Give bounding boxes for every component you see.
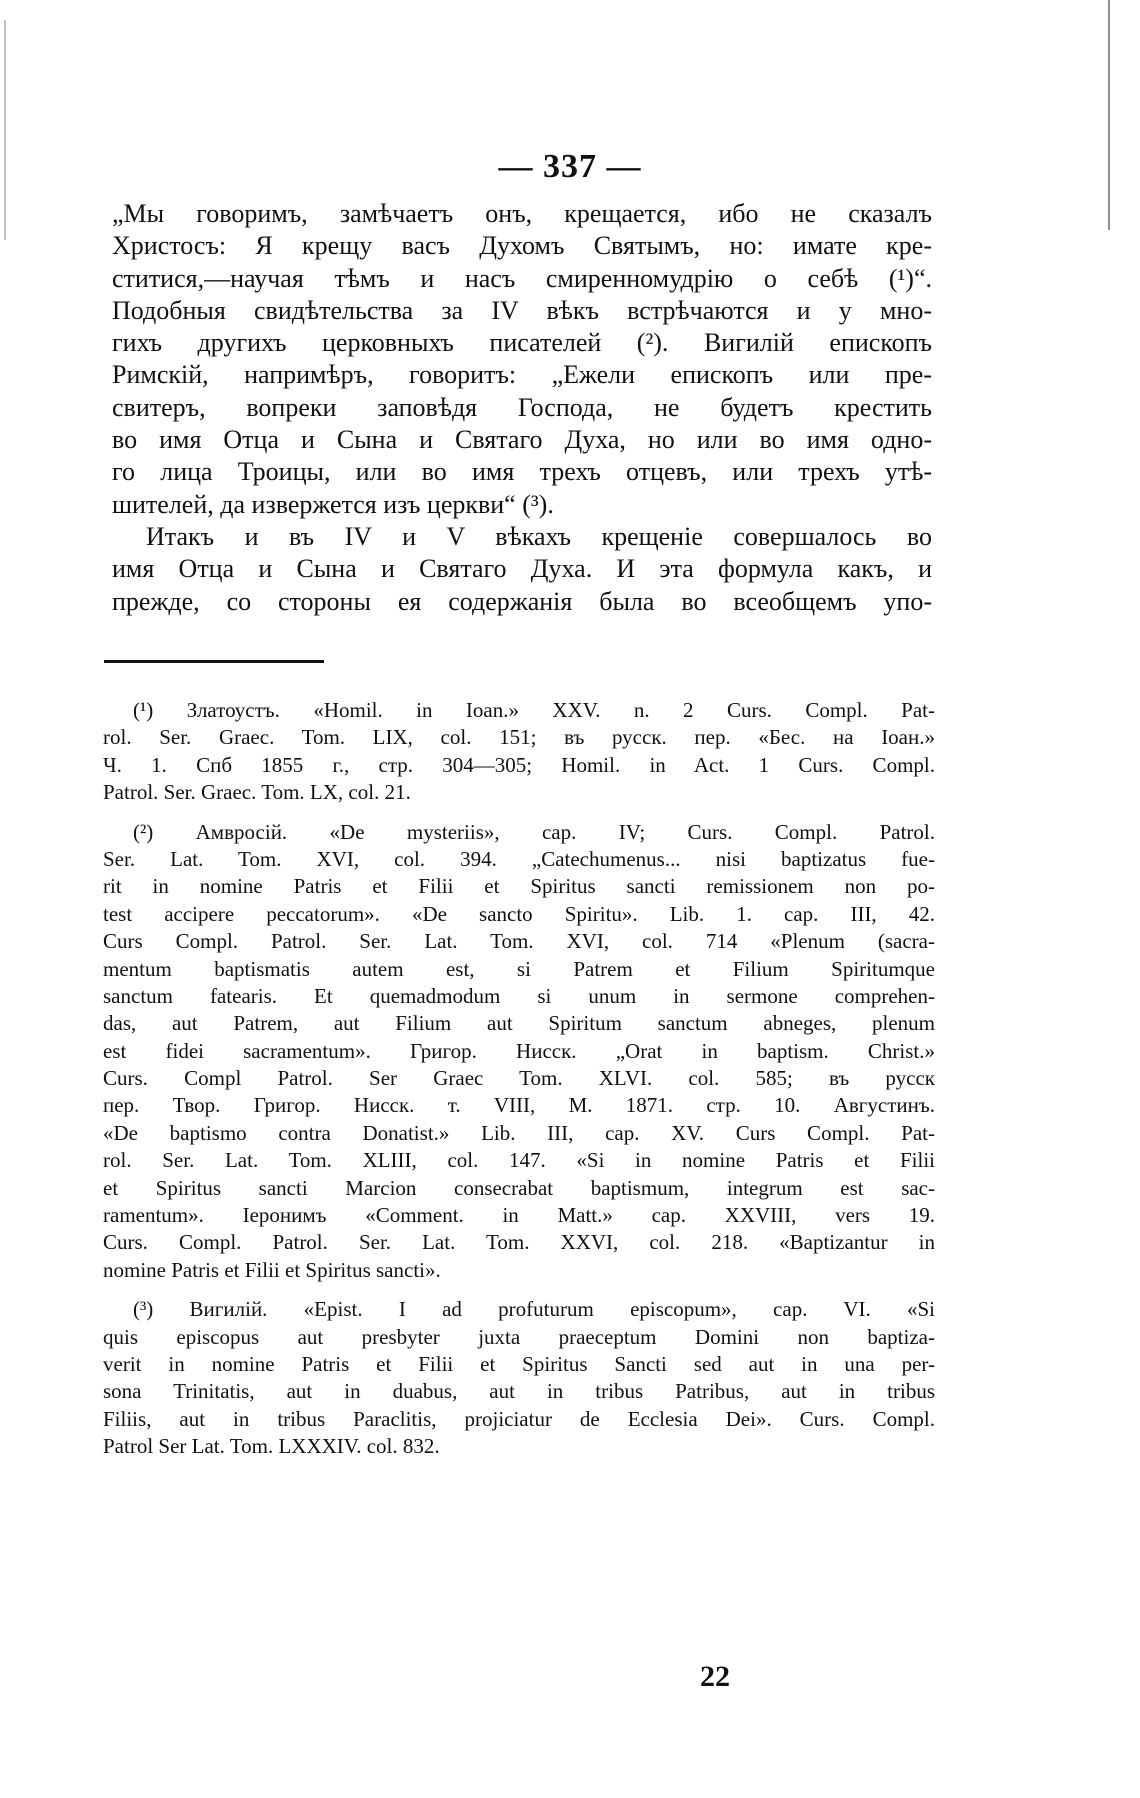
body-line: Римскій, напримѣръ, говоритъ: „Ежели епископъ или пре- bbox=[112, 360, 932, 390]
main-text bbox=[112, 198, 932, 618]
footnote-line: quis episcopus aut presbyter juxta praeceptum Domini non baptiza- bbox=[103, 1324, 935, 1349]
footnote-line: sona Trinitatis, aut in duabus, aut in tribus Patribus, aut in tribus bbox=[103, 1379, 935, 1404]
footnote-line: das, aut Patrem, aut Filium aut Spiritum sanctum abneges, plenum bbox=[103, 1011, 935, 1036]
footnote-1 bbox=[103, 697, 935, 807]
footnote-line: Curs Compl. Patrol. Ser. Lat. Tom. XVI, col. 714 «Plenum (sacra- bbox=[103, 929, 935, 954]
body-line: во имя Отца и Сына и Святаго Духа, но или во имя одно- bbox=[112, 425, 932, 455]
footnote-line: пер. Твор. Григор. Нисск. т. VIII, М. 1871. стр. 10. Августинъ. bbox=[103, 1093, 935, 1118]
footnote-line: nomine Patris et Filii et Spiritus sancti». bbox=[103, 1257, 441, 1282]
footnote-divider bbox=[104, 660, 324, 663]
footnote-line: Curs. Compl. Patrol. Ser. Lat. Tom. XXVI, col. 218. «Baptizantur in bbox=[103, 1230, 935, 1255]
body-line: Христосъ: Я крещу васъ Духомъ Святымъ, но: имате кре- bbox=[112, 231, 932, 261]
footnote-line: et Spiritus sancti Marcion consecrabat baptismum, integrum est sac- bbox=[103, 1175, 935, 1200]
footnote-line: mentum baptismatis autem est, si Patrem et Filium Spiritumque bbox=[103, 956, 935, 981]
signature-mark: 22 bbox=[700, 1660, 730, 1693]
footnote-line: ramentum». Іеронимъ «Comment. in Matt.» cap. XXVIII, vers 19. bbox=[103, 1203, 935, 1228]
footnote-line: sanctum fatearis. Et quemadmodum si unum in sermone comprehen- bbox=[103, 983, 935, 1008]
body-line: гихъ другихъ церковныхъ писателей (²). Вигилій епископъ bbox=[112, 328, 932, 358]
scan-edge-right bbox=[1108, 0, 1110, 230]
footnotes bbox=[103, 697, 935, 1461]
footnote-line: Filiis, aut in tribus Paraclitis, projiciatur de Ecclesia Dei». Curs. Compl. bbox=[103, 1406, 935, 1431]
footnote-line: verit in nomine Patris et Filii et Spiritus Sancti sed aut in una per- bbox=[103, 1351, 935, 1376]
page-number: — 337 — bbox=[498, 148, 642, 185]
footnote-line: (²) Амвросій. «De mysteriis», cap. IV; Curs. Compl. Patrol. bbox=[133, 819, 935, 844]
body-line: шителей, да извержется изъ церкви“ (³). bbox=[112, 489, 554, 519]
footnote-line: Ч. 1. Спб 1855 г., стр. 304—305; Homil. in Act. 1 Curs. Compl. bbox=[103, 752, 935, 777]
body-line: ститися,—научая тѣмъ и насъ смиренномудрію о себѣ (¹)“. bbox=[112, 263, 932, 293]
footnote-line: rol. Ser. Lat. Tom. XLIII, col. 147. «Si in nomine Patris et Filii bbox=[103, 1148, 935, 1173]
footnote-line: Ser. Lat. Tom. XVI, col. 394. „Catechumenus... nisi baptizatus fue- bbox=[103, 846, 935, 871]
footnote-line: Patrol. Ser. Graec. Tom. LX, col. 21. bbox=[103, 780, 411, 805]
body-line: прежде, со стороны ея содержанія была во всеобщемъ упо- bbox=[112, 586, 932, 616]
footnote-line: Curs. Compl Patrol. Ser Graec Tom. XLVI. col. 585; въ русск bbox=[103, 1066, 935, 1091]
footnote-line: rol. Ser. Graec. Tom. LIX, col. 151; въ русск. пер. «Бес. на Іоан.» bbox=[103, 725, 935, 750]
body-line: го лица Троицы, или во имя трехъ отцевъ, или трехъ утѣ- bbox=[112, 457, 932, 487]
footnote-line: Patrol Ser Lat. Tom. LXXXIV. col. 832. bbox=[103, 1434, 440, 1459]
body-line: Подобныя свидѣтельства за IV вѣкъ встрѣчаются и у мно- bbox=[112, 295, 932, 325]
body-line: имя Отца и Сына и Святаго Духа. И эта формула какъ, и bbox=[112, 554, 932, 584]
footnote-line: test accipere peccatorum». «De sancto Spiritu». Lib. 1. cap. III, 42. bbox=[103, 901, 935, 926]
footnote-line: (¹) Златоустъ. «Homil. in Ioan.» XXV. n. 2 Curs. Compl. Pat- bbox=[133, 698, 935, 722]
footnote-line: (³) Вигилій. «Epist. I ad profuturum episcopum», cap. VI. «Si bbox=[133, 1297, 935, 1322]
footnote-line: rit in nomine Patris et Filii et Spiritus sancti remissionem non po- bbox=[103, 874, 935, 899]
footnote-line: est fidei sacramentum». Григор. Нисск. „Orat in baptism. Christ.» bbox=[103, 1038, 935, 1063]
footnote-2 bbox=[103, 819, 935, 1285]
footnote-3 bbox=[103, 1296, 935, 1460]
footnote-line: «De baptismo contra Donatist.» Lib. III, cap. XV. Curs Compl. Pat- bbox=[103, 1120, 935, 1145]
scan-edge-left bbox=[4, 20, 6, 240]
body-line: свитеръ, вопреки заповѣдя Господа, не будетъ крестить bbox=[112, 392, 932, 422]
body-line: „Мы говоримъ, замѣчаетъ онъ, крещается, ибо не сказалъ bbox=[112, 199, 932, 228]
body-line: Итакъ и въ IV и V вѣкахъ крещеніе совершалось во bbox=[146, 521, 932, 551]
